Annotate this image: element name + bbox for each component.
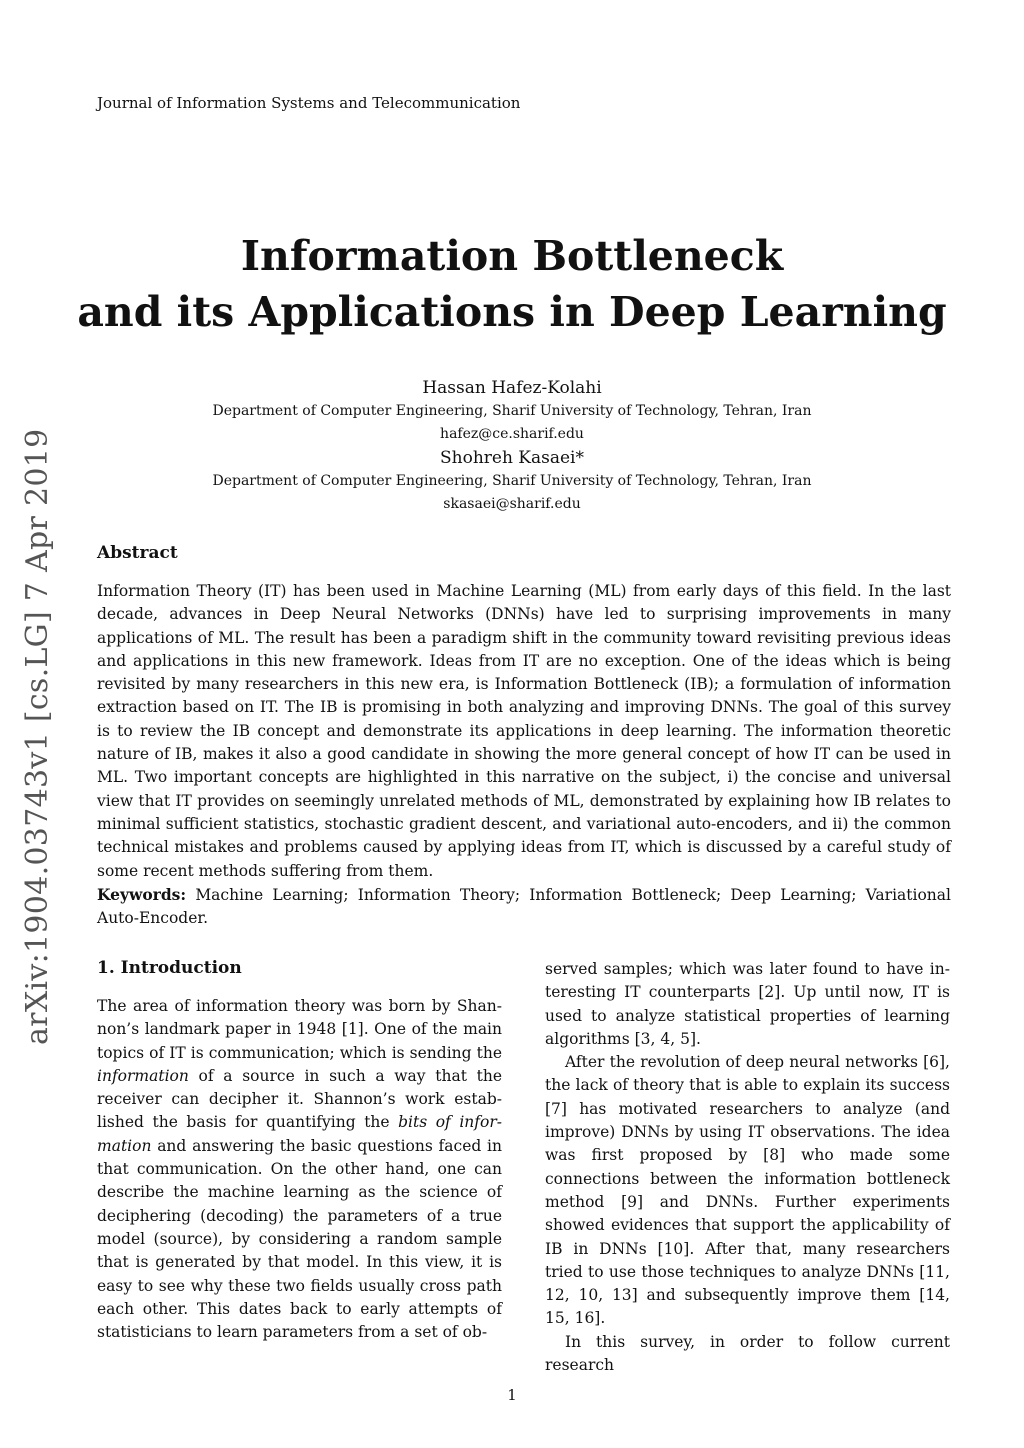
emphasis-text: information	[97, 1066, 189, 1085]
text-run: of a source in such a way that the receiver can decipher it. Shannon’s work established the basis for quantifying the	[97, 1066, 502, 1132]
author-name: Hassan Hafez-Kolahi	[422, 378, 602, 398]
paragraph	[97, 995, 502, 1344]
author-email: skasaei@sharif.edu	[443, 496, 581, 512]
emphasis-text: bits of information	[97, 1113, 502, 1155]
journal-name: Journal of Information Systems and Telecommunication	[97, 94, 521, 112]
title-line-1: Information Bottleneck	[240, 232, 784, 280]
author-affiliation: Department of Computer Engineering, Sharif University of Technology, Tehran, Iran	[212, 403, 812, 419]
text-run: and answering the basic questions faced in that communication. On the other hand, one can describe the machine learning as the science of deciphering (decoding) the parameters of a true model (source), by considering a random sample that is generated by that model. In this view, it is easy to see why these two fields usually cross path each other. This dates back to early attempts of statisticians to learn parameters from a set of ob-	[97, 1136, 502, 1342]
page-number: 1	[507, 1386, 517, 1404]
paragraph: In this survey, in order to follow current research	[545, 1332, 950, 1375]
paper-title	[0, 228, 1024, 340]
right-column	[545, 958, 950, 1377]
left-column	[97, 995, 502, 1344]
title-line-2: and its Applications in Deep Learning	[77, 288, 947, 336]
keywords-text: Machine Learning; Information Theory; Information Bottleneck; Deep Learning; Variational Auto-Encoder.	[97, 885, 951, 928]
arxiv-identifier: arXiv:1904.03743v1 [cs.LG] 7 Apr 2019	[20, 428, 55, 1045]
paragraph: served samples; which was later found to have interesting IT counterparts [2]. Up until now, IT is used to analyze statistical properties of learning algorithms [3, 4, 5].	[545, 960, 950, 1048]
text-run: The area of information theory was born by Shannon’s landmark paper in 1948 [1]. One of the main topics of IT is communication; which is sending the	[97, 997, 502, 1062]
author-name: Shohreh Kasaei*	[439, 448, 584, 468]
abstract-heading: Abstract	[97, 543, 178, 563]
author-email: hafez@ce.sharif.edu	[440, 426, 584, 442]
section-heading-introduction: 1. Introduction	[97, 958, 242, 978]
abstract-text: Information Theory (IT) has been used in Machine Learning (ML) from early days of this field. In the last decade, advances in Deep Neural Networks (DNNs) have led to surprising improvements in many applications of ML. The result has been a paradigm shift in the community toward revisiting previous ideas and applications in this new framework. Ideas from IT are no exception. One of the ideas which is being revisited by many researchers in this new era, is Information Bottleneck (IB); a formulation of information extraction based on IT. The IB is promising in both analyzing and improving DNNs. The goal of this survey is to review the IB concept and demonstrate its applications in deep learning. The information theoretic nature of IB, makes it also a good candidate in showing the more general concept of how IT can be used in ML. Two important concepts are highlighted in this narrative on the subject, i) the concise and universal view that IT provides on seemingly unrelated methods of ML, demonstrated by explaining how IB relates to minimal sufficient statistics, stochastic gradient descent, and variational auto-encoders, and ii) the common technical mistakes and problems caused by applying ideas from IT, which is discussed by a careful study of some recent methods suffering from them.	[97, 582, 951, 880]
author-affiliation: Department of Computer Engineering, Sharif University of Technology, Tehran, Iran	[212, 473, 812, 489]
keywords-label: Keywords:	[97, 884, 187, 904]
abstract-body	[97, 580, 951, 930]
author-block	[0, 376, 1024, 516]
paragraph: After the revolution of deep neural networks [6], the lack of theory that is able to explain its success [7] has motivated researchers to analyze (and improve) DNNs by using IT observations. The idea was first proposed by [8] who made some connections between the information bottleneck method [9] and DNNs. Further experiments showed evidences that support the applicability of IB in DNNs [10]. After that, many researchers tried to use those techniques to analyze DNNs [11, 12, 10, 13] and subsequently improve them [14, 15, 16].	[545, 1053, 950, 1328]
